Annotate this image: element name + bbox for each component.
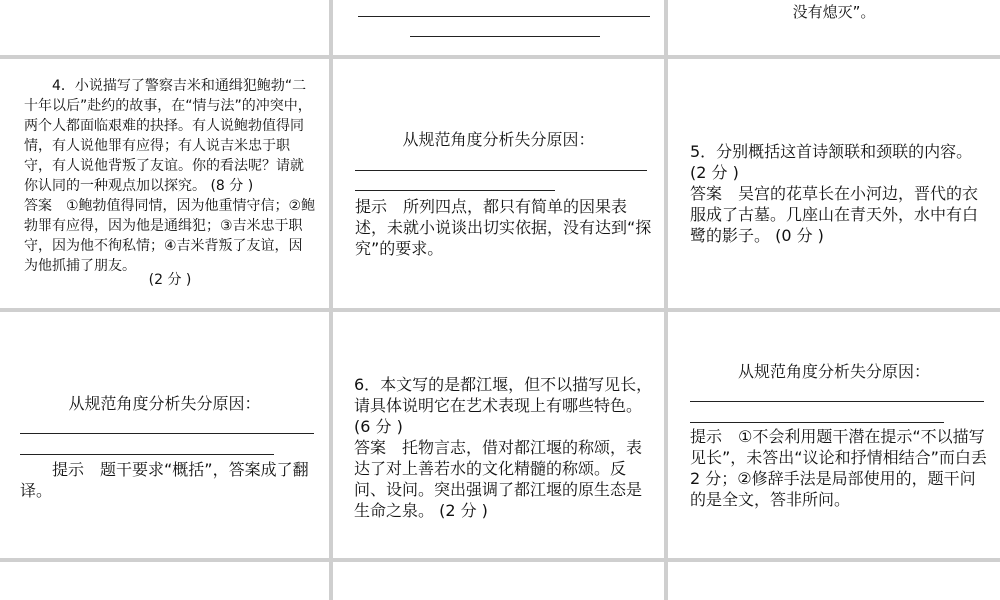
grid-line-horizontal-3 [0,558,1000,562]
analysis-cell-center [333,60,664,308]
question-4-cell [24,76,316,308]
grid-line-horizontal-1 [0,55,1000,59]
answer-blank-line [355,190,555,191]
analysis-heading: 从规范角度分析失分原因： [402,130,595,149]
analysis-hint: 提示 题干要求“概括”，答案成了翻译。 [20,460,309,500]
question-6-text: 6．本文写的是都江堰，但不以描写见长，请具体说明它在艺术表现上有哪些特色。 (6 分 ) [354,375,653,436]
analysis-hint: 提示 ①不会利用题干潜在提示“不以描写见长”，未答出“议论和抒情相结合”而白丢 2 分；②修辞手法是局部使用的，题干问的是全文，答非所问。 [690,427,987,509]
analysis-cell-left [0,312,329,558]
question-6-answer: 答案 托物言志，借对都江堰的称颂，表达了对上善若水的文化精髓的称颂。反问、设问。突出强调了都江堰的原生态是生命之泉。 (2 分 ) [354,438,643,520]
question-4-text: 4．小说描写了警察吉米和通缉犯鲍勃“二十年以后”赴约的故事，在“情与法”的冲突中，两个人都面临艰难的抉择。有人说鲍勃值得同情，有人说他罪有应得；有人说吉米忠于职守，有人说他背叛了友谊。你的看法呢？请就你认同的一种观点加以探究。 (8 分 ) [24,78,312,194]
question-5-answer: 答案 吴宫的花草长在小河边，晋代的衣服成了古墓。几座山在青天外，水中有白鹭的影子。 (0 分 ) [690,184,979,245]
analysis-heading: 从规范角度分析失分原因： [737,362,930,381]
answer-blank-line [358,16,650,17]
answer-blank-line [410,36,600,37]
question-5-cell [690,141,988,281]
question-6-cell [354,374,654,554]
answer-blank-line [690,422,944,423]
text-fragment: 没有熄灭”。 [792,3,876,21]
answer-blank-line [20,433,314,434]
analysis-hint: 提示 所列四点，都只有简单的因果表述，未就小说谈出切实依据，没有达到“探究”的要求。 [355,197,652,258]
question-4-score: (2 分 ) [148,272,192,288]
answer-blank-line [355,170,647,171]
analysis-cell-right [668,312,1000,558]
top-right-cell [668,0,1000,55]
analysis-heading: 从规范角度分析失分原因： [68,394,261,413]
answer-blank-line [20,454,274,455]
question-5-text: 5．分别概括这首诗颔联和颈联的内容。 (2 分 ) [690,142,973,182]
answer-blank-line [690,401,984,402]
question-4-answer: 答案 ①鲍勃值得同情，因为他重情守信；②鲍勃罪有应得，因为他是通缉犯；③吉米忠于职守，因为他不徇私情；④吉米背叛了友谊，因为他抓捕了朋友。 [24,198,316,274]
